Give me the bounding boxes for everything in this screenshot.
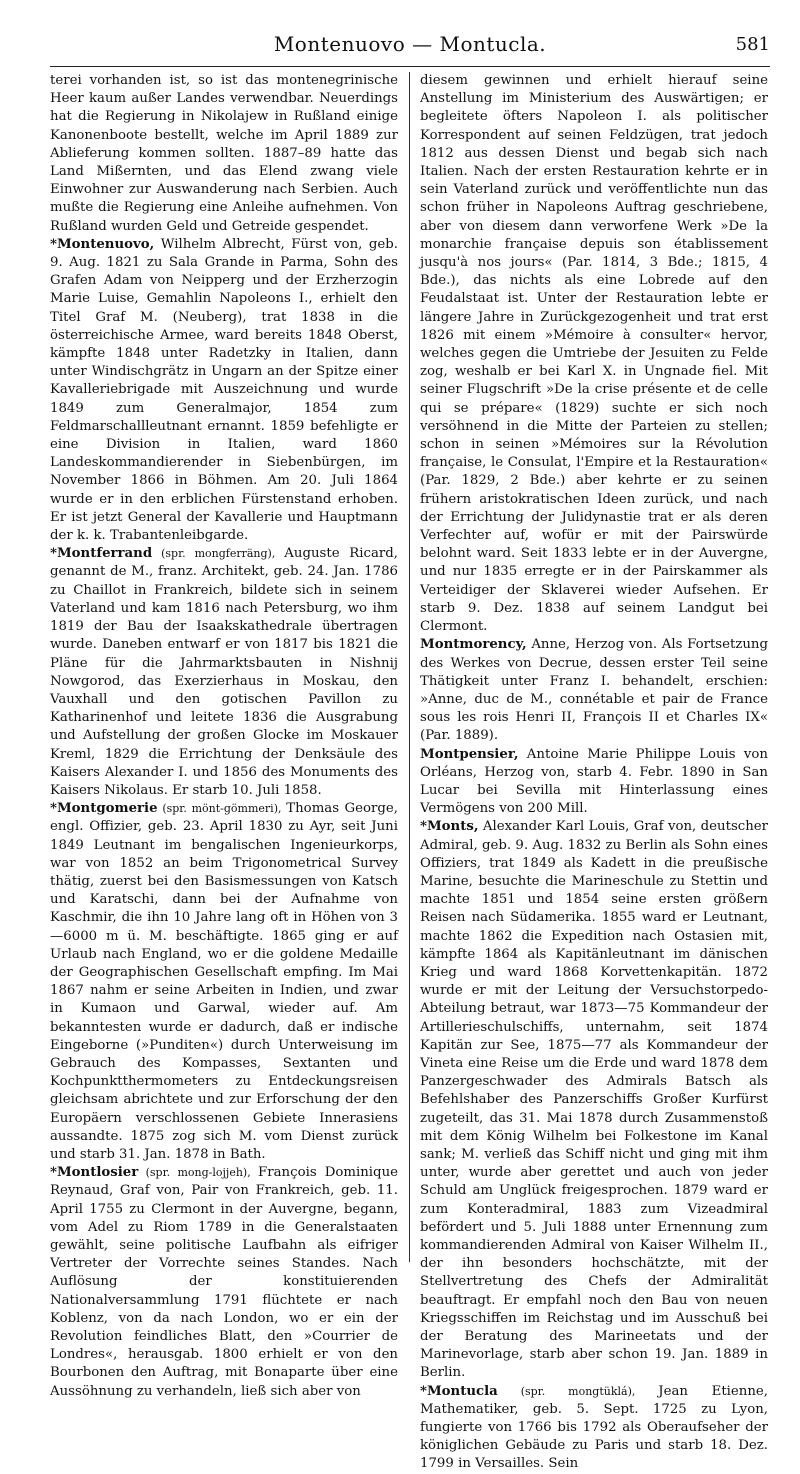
entry-monts (420, 818, 768, 1382)
entry-montucla (420, 1383, 768, 1474)
entry-text: Wilhelm Albrecht, Fürst von, geb. 9. Aug. 1821 zu Sala Grande in Parma, Sohn des Grafen Adam von Neipperg und der Erzherzogin Marie Luise, Gemahlin Napoleons I., erhielt den Titel Graf M. (Neuberg), trat 1838 in die österreichische Armee, ward bereits 1848 Oberst, kämpfte 1848 unter Radetzky in Italien, dann unter Windischgrätz in Ungarn an der Spitze einer Kavalleriebrigade mit Auszeichnung und wurde 1849 zum Generalmajor, 1854 zum Feldmarschallleutnant ernannt. 1859 befehligte er eine Division in Italien, ward 1860 Landeskommandierender in Siebenbürgen, im November 1866 in Böhmen. Am 20. Juli 1864 wurde er in den erblichen Fürstenstand erhoben. Er ist jetzt General der Kavallerie und Hauptmann der k. k. Trabantenleibgarde. (50, 236, 398, 544)
entry-text: François Dominique Reynaud, Graf von, Pair von Frankreich, geb. 11. April 1755 zu Clermont in der Auvergne, begann, vom Adel zu Riom 1789 in die Generalstaaten gewählt, seine politische Laufbahn als eifriger Vertreter der Vorrechte seines Standes. Nach Auflösung der konstituierenden Nationalversammlung 1791 flüchtete er nach Koblenz, von da nach London, wo er ein der Revolution feindliches Blatt, den »Courrier de Londres«, herausgab. 1800 erhielt er von den Bourbonen den Auftrag, mit Bonaparte über eine Aussöhnung zu verhandeln, ließ sich aber von (50, 1165, 398, 1399)
entry-text: Thomas George, engl. Offizier, geb. 23. April 1830 zu Ayr, seit Juni 1849 Leutnant im bengalischen Ingenieurkorps, war von 1852 an beim Trigonometrical Survey thätig, zuerst bei den Basismessungen von Katsch und Karatschi, dann bei der Aufnahme von Kaschmir, die ihn 10 Jahre lang oft in Höhen von 3—6000 m ü. M. beschäftigte. 1865 ging er auf Urlaub nach England, wo er die goldene Medaille der Geographischen Gesellschaft empfing. Im Mai 1867 nahm er seine Arbeiten in Indien, und zwar in Kumaon und Garwal, wieder auf. Am bekanntesten wurde er dadurch, daß er indische Eingeborne (»Punditen«) durch Unterweisung im Gebrauch des Kompasses, Sextanten und Kochpunktthermometers zu Entdeckungsreisen gleichsam abrichtete und zur Erforschung der den Europäern verschlossenen Gebiete Innerasiens aussandte. 1875 zog sich M. vom Dienst zurück und starb 31. Jan. 1878 in Bath. (50, 801, 398, 1162)
entry-text: terei vorhanden ist, so ist das montenegrinische Heer kaum außer Landes verwendbar. Neuerdings hat die Regierung in Nikolajew in Rußland einige Kanonenboote bestellt, welche im April 1889 zur Ablieferung kommen sollten. 1887–89 hatte das Land Mißernten, und das Elend zwang viele Einwohner zur Auswanderung nach Serbien. Auch mußte die Regierung eine Anleihe aufnehmen. Von Rußland wurden Geld und Getreide gespendet. (50, 73, 398, 234)
headword: Montmorency, (420, 637, 527, 653)
right-column (420, 72, 768, 1474)
entry-montgomerie (50, 800, 398, 1164)
entry-text: Jean Etienne, Mathematiker, geb. 5. Sept. 1725 zu Lyon, fungierte von 1766 bis 1792 als Oberaufseher der königlichen Gebäude zu Paris und starb 18. Dez. 1799 in Versailles. Sein (420, 1383, 769, 1472)
page-header (50, 28, 770, 62)
header-rule (50, 66, 770, 67)
left-column (50, 72, 398, 1401)
entry-montenuovo (50, 236, 398, 545)
entry-montmorency (420, 636, 768, 745)
pronunciation: (spr. mong-lojjeh), (138, 1166, 259, 1180)
entry-continuation (50, 72, 398, 236)
entry-text: Auguste Ricard, genannt de M., franz. Architekt, geb. 24. Jan. 1786 zu Chaillot in Frankreich, bildete sich in seinem Vaterland und kam 1816 nach Petersburg, wo ihm 1819 der Bau der Isaakskathedrale übertragen wurde. Daneben entwarf er von 1817 bis 1821 die Pläne für die Jahrmarktsbauten in Nishnij Nowgorod, das Exerzierhaus in Moskau, den Vauxhall und den gotischen Pavillon zu Katharinenhof und leitete 1836 die Ausgrabung und Aufstellung der großen Glocke im Moskauer Kreml, 1829 die Errichtung der Denksäule des Kaisers Alexander I. und 1856 des Monuments des Kaisers Nikolaus. Er starb 10. Juli 1858. (50, 546, 399, 798)
page-number: 581 (735, 34, 770, 55)
headword: *Montlosier (50, 1165, 139, 1181)
column-divider (409, 72, 410, 1262)
headword: *Montgomerie (50, 801, 158, 817)
entry-montpensier (420, 746, 768, 819)
entry-text: diesem gewinnen und erhielt hierauf seine Anstellung im Ministerium des Auswärtigen; er begleitete öfters Napoleon I. als politischer Korrespondent auf seinen Feldzügen, trat jedoch 1812 aus dessen Dienst und begab sich nach Italien. Nach der ersten Restauration kehrte er in sein Vaterland zurück und veröffentlichte nun das schon früher in Napoleons Auftrag geschriebene, aber von diesem dann verworfene Werk »De la monarchie française depuis son établissement jusqu'à nos jours« (Par. 1814, 3 Bde.; 1815, 4 Bde.), das nichts als eine Lobrede auf den Feudalstaat ist. Unter der Restauration lebte er längere Jahre in Zurückgezogenheit und trat erst 1826 mit einem »Mémoire à consulter« hervor, welches gegen die Umtriebe der Jesuiten zu Felde zog, weshalb er bei Karl X. in Ungnade fiel. Mit seiner Flugschrift »De la crise présente et de celle qui se prépare« (1829) suchte er sich noch versöhnend in die Mitte der Parteien zu stellen; schon in seinen »Mémoires sur la Révolution française, le Consulat, l'Empire et la Restauration« (Par. 1829, 2 Bde.) aber kehrte er zu seinen frühern aristokratischen Ideen zurück, und nach der Errichtung der Julidynastie trat er als deren Verfechter auf, wofür er mit der Pairswürde belohnt ward. Seit 1833 lebte er in der Auvergne, und nur 1835 erregte er in der Pairskammer als Verteidiger der Sklaverei wieder Aufsehen. Er starb 9. Dez. 1838 auf seinem Landgut bei Clermont. (420, 73, 768, 635)
headword: *Monts, (420, 819, 479, 835)
entry-text: Anne, Herzog von. Als Fortsetzung des Werkes von Decrue, dessen erster Teil seine Thätigkeit unter Franz I. behandelt, erschien: »Anne, duc de M., connétable et pair de France sous les rois Henri II, François II et Charles IX« (Par. 1889). (420, 637, 768, 744)
headword: Montpensier, (420, 746, 519, 762)
running-title: Montenuovo — Montucla. (273, 32, 547, 56)
headword: *Montferrand (50, 546, 153, 562)
entry-montferrand (50, 545, 398, 800)
entry-montlosier (50, 1164, 398, 1401)
headword: *Montucla (420, 1383, 498, 1399)
entry-text: Antoine Marie Philippe Louis von Orléans, Herzog von, starb 4. Febr. 1890 in San Lucar bei Sevilla mit Hinterlassung eines Vermögens von 200 Mill. (420, 746, 768, 817)
pronunciation: (spr. mongtüklá), (497, 1384, 659, 1398)
entry-continuation (420, 72, 768, 636)
headword: *Montenuovo, (50, 236, 155, 252)
pronunciation: (spr. mongferräng), (152, 547, 285, 561)
pronunciation: (spr. mönt-gömmeri), (157, 802, 287, 816)
entry-text: Alexander Karl Louis, Graf von, deutscher Admiral, geb. 9. Aug. 1832 zu Berlin als Sohn eines Offiziers, trat 1849 als Kadett in die preußische Marine, besuchte die Marineschule zu Stettin und machte 1851 und 1854 seine ersten größern Reisen nach Südamerika. 1855 ward er Leutnant, machte 1862 die Expedition nach Ostasien mit, kämpfte 1864 als Kapitänleutnant im dänischen Krieg und ward 1868 Korvettenkapitän. 1872 wurde er mit der Leitung der Versuchstorpedo-Abteilung betraut, war 1873—75 Kommandeur der Artillerieschulschiffs, unternahm, seit 1874 Kapitän zur See, 1875—77 als Kommandeur der Vineta eine Reise um die Erde und ward 1878 dem Panzergeschwader des Admirals Batsch als Befehlshaber des Panzerschiffs Großer Kurfürst zugeteilt, das 31. Mai 1878 durch Zusammenstoß mit dem König Wilhelm bei Folkestone im Kanal sank; M. verließ das Schiff nicht und ging mit ihm unter, wurde aber gerettet und auch von jeder Schuld am Unglück freigesprochen. 1879 ward er zum Konteradmiral, 1883 zum Vizeadmiral befördert und 5. Juli 1888 unter Ernennung zum kommandierenden Admiral von Kaiser Wilhelm II., der ihn besonders hochschätzte, mit der Stellvertretung des Chefs der Admiralität beauftragt. Er empfahl noch den Bau von neuen Kriegsschiffen im Reichstag und im Ausschuß bei der Beratung des Marineetats und der Marinevorlage, starb aber schon 19. Jan. 1889 in Berlin. (420, 819, 768, 1381)
